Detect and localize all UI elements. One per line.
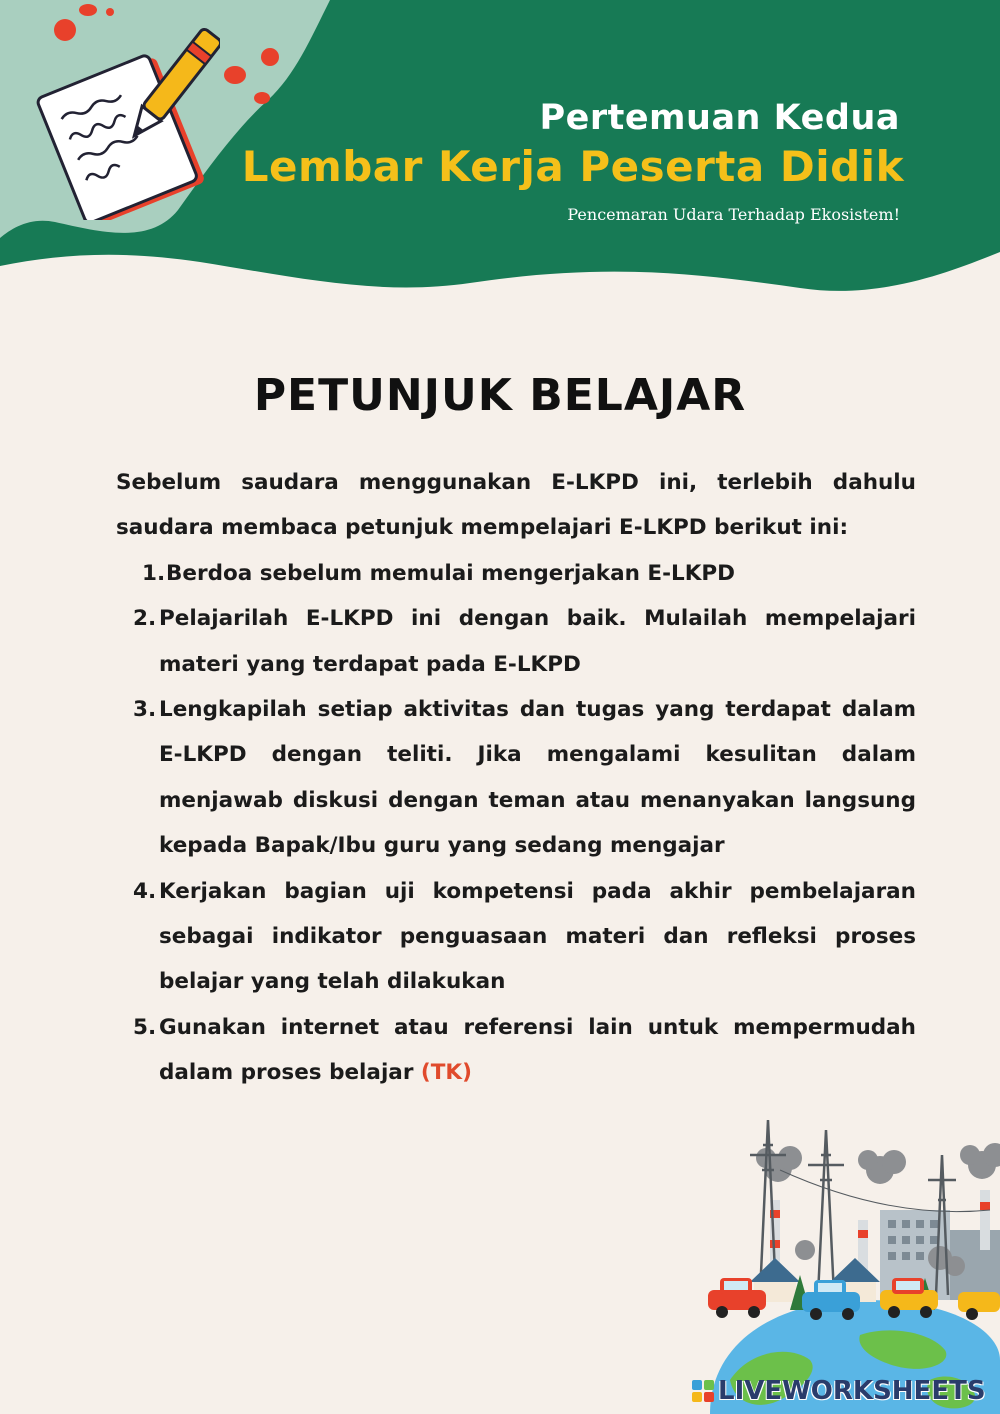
step-number: 3. [133,697,157,723]
steps-list [116,551,916,1096]
step-text: Kerjakan bagian uji kompetensi pada akhir pembelajaran sebagai indikator penguasaan materi dan refleksi proses belajar yang telah dilakukan [159,878,916,995]
liveworksheets-logo-icon [692,1380,714,1402]
step-number: 1. [142,560,166,586]
step-text: Pelajarilah E-LKPD ini dengan baik. Mulailah mempelajari materi yang terdapat pada E-LKPD [159,606,916,677]
step-tag: (TK) [420,1060,472,1086]
step-number: 4. [133,878,157,904]
step-text: Berdoa sebelum memulai mengerjakan E-LKPD [166,560,735,586]
step-text: Lengkapilah setiap aktivitas dan tugas yang terdapat dalam E-LKPD dengan teliti. Jika mengalami kesulitan dalam menjawab diskusi dengan teman atau menanyakan langsung kepada Bapak/Ibu guru yang sedang mengajar [159,697,916,859]
list-item [116,869,916,1005]
list-item [116,596,916,687]
step-text: Gunakan internet atau referensi lain untuk mempermudah dalam proses belajar [159,1014,916,1086]
list-item [116,687,916,869]
liveworksheets-logo [692,1374,992,1408]
step-number: 2. [133,606,157,632]
pollution-city-globe-icon [690,1110,1000,1414]
page-title: PETUNJUK BELAJAR [253,370,747,421]
notebook-pen-icon [20,20,220,220]
header-subtitle: Pencemaran Udara Terhadap Ekosistem! [567,205,900,224]
watermark-text: LIVEWORKSHEETS [718,1376,986,1406]
step-number: 5. [133,1014,157,1040]
list-item [116,1005,916,1096]
header-kicker: Pertemuan Kedua [539,98,900,138]
instructions [116,460,916,1096]
intro-paragraph: Sebelum saudara menggunakan E-LKPD ini, terlebih dahulu saudara membaca petunjuk mempelajari E-LKPD berikut ini: [116,470,916,541]
header-title: Lembar Kerja Peserta Didik [241,142,904,191]
list-item [116,551,916,596]
